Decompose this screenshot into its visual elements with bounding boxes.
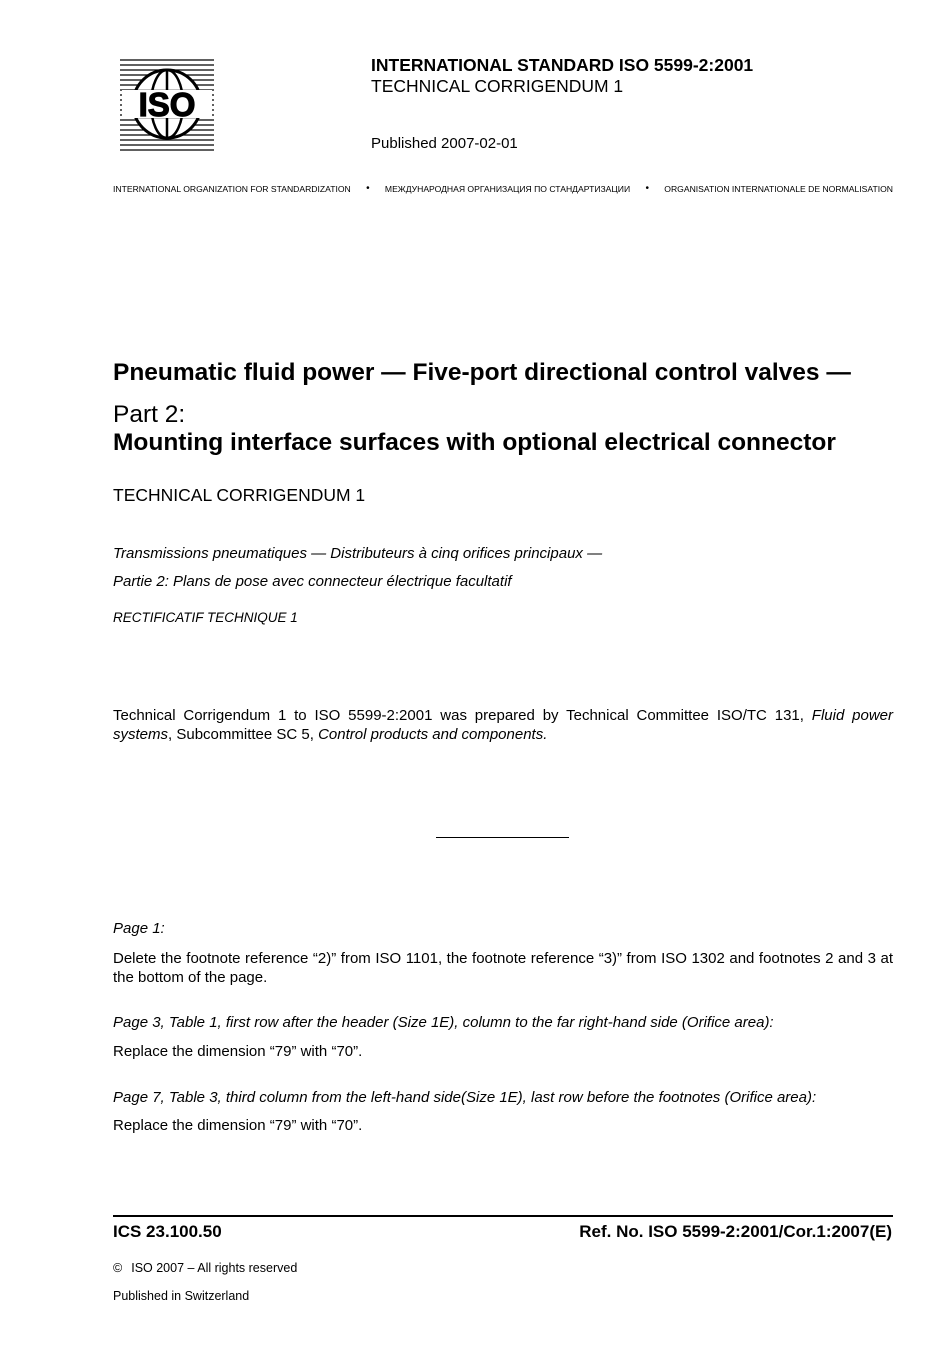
bullet-separator: • [366,183,370,194]
intro-subcommittee-title: Control products and components. [318,726,548,743]
footer-rule [113,1215,893,1217]
iso-logo [118,57,216,151]
copyright-text: ISO 2007 – All rights reserved [131,1261,298,1275]
org-name-ru: МЕЖДУНАРОДНАЯ ОРГАНИЗАЦИЯ ПО СТАНДАРТИЗАЦИИ [384,183,631,194]
separator-line [436,837,569,838]
french-title-line-2: Partie 2: Plans de pose avec connecteur électrique facultatif [113,573,512,590]
bullet-separator: • [645,183,649,194]
part-title: Mounting interface surfaces with optional electrical connector [113,429,836,456]
intro-committee-title: Fluid power systems [113,707,893,743]
correction-text: Delete the footnote reference “2)” from ISO 1101, the footnote reference “3)” from ISO 1302 and footnotes 2 and 3 at the bottom of the page. [113,950,893,986]
intro-text: Technical Corrigendum 1 to ISO 5599-2:2001 was prepared by Technical Committee ISO/TC 131, [113,707,812,724]
reference-number: Ref. No. ISO 5599-2:2001/Cor.1:2007(E) [579,1222,892,1241]
standard-subtitle: TECHNICAL CORRIGENDUM 1 [371,76,624,96]
copyright-icon: © [113,1261,123,1275]
corrigendum-label: TECHNICAL CORRIGENDUM 1 [113,485,366,505]
correction-text: Replace the dimension “79” with “70”. [113,1043,363,1060]
correction-heading: Page 3, Table 1, first row after the header (Size 1E), column to the far right-hand side (Orifice area): [113,1014,774,1031]
published-in: Published in Switzerland [113,1289,250,1303]
correction-heading: Page 1: [113,920,165,937]
ics-code: ICS 23.100.50 [113,1222,222,1241]
french-corrigendum-label: RECTIFICATIF TECHNIQUE 1 [113,610,298,625]
organization-line [113,183,893,194]
french-title-line-1: Transmissions pneumatiques — Distributeurs à cinq orifices principaux — [113,545,603,562]
correction-text: Replace the dimension “79” with “70”. [113,1117,363,1134]
part-label: Part 2: [113,401,186,428]
copyright-notice [113,1261,297,1275]
standard-title: INTERNATIONAL STANDARD ISO 5599-2:2001 [371,55,754,75]
logo-text: ISO [138,86,196,123]
intro-paragraph [113,706,893,744]
org-name-fr: ORGANISATION INTERNATIONALE DE NORMALISATION [664,183,893,194]
correction-heading: Page 7, Table 3, third column from the left-hand side(Size 1E), last row before the footnotes (Orifice area): [113,1089,817,1106]
publication-date: Published 2007-02-01 [371,135,518,152]
org-name-en: INTERNATIONAL ORGANIZATION FOR STANDARDIZATION [113,183,351,194]
intro-text: , Subcommittee SC 5, [168,726,319,743]
document-title: Pneumatic fluid power — Five-port directional control valves — [113,359,851,386]
